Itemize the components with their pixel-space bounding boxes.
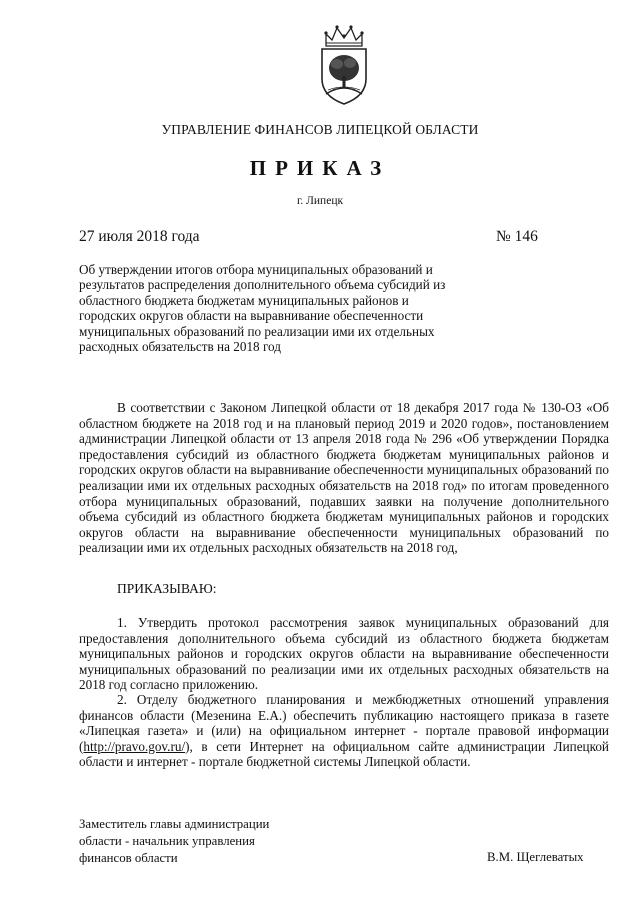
order-item-2-text-start: 2. Отделу бюджетного планирования и межбюджетных отношений управления финансов области (Мезенина Е.А.) обеспечить публикацию настоящего приказа в газете «Липецкая газета» и (или) на официальном интернет - портале правовой информации (	[79, 692, 609, 754]
lipetsk-coat-of-arms-icon	[318, 24, 370, 108]
order-item-2-text-end: ), в сети Интернет на официальном сайте администрации Липецкой области и интернет - портале бюджетной системы Липецкой области.	[79, 738, 609, 770]
signer-title-line: области - начальник управления	[79, 834, 255, 848]
organization-title: УПРАВЛЕНИЕ ФИНАНСОВ ЛИПЕЦКОЙ ОБЛАСТИ	[161, 122, 479, 137]
city-label: г. Липецк	[296, 195, 344, 207]
signer-title	[79, 816, 269, 867]
document-date: 27 июля 2018 года	[79, 228, 200, 245]
document-type-title: ПРИКАЗ	[249, 156, 391, 180]
order-item-2	[79, 692, 609, 770]
document-subject: Об утверждении итогов отбора муниципальных образований и результатов распределения дополнительного объема субсидий из областного бюджета бюджетам муниципальных районов и городских округов области на выравнивание обеспеченности муниципальных образований по реализации ими их отдельных расходных обязательств на 2018 год	[79, 262, 446, 355]
order-keyword: ПРИКАЗЫВАЮ:	[117, 581, 217, 596]
preamble-paragraph: В соответствии с Законом Липецкой области от 18 декабря 2017 года № 130-ОЗ «Об областном бюджете на 2018 год и на плановый период 2019 и 2020 годов», постановлением администрации Липецкой области от 13 апреля 2018 года № 296 «Об утверждении Порядка предоставления субсидий из областного бюджета бюджетам муниципальных районов и городских округов области на выравнивание обеспеченности муниципальных образований по реализации ими их отдельных расходных обязательств на 2018 год» по итогам проведенного отбора муниципальных образований, подавших заявки на получение дополнительного объема субсидий из областного бюджета бюджетам муниципальных районов и городских округов области на выравнивание обеспеченности муниципальных образований по реализации ими их отдельных расходных обязательств на 2018 год,	[79, 400, 609, 556]
order-item-1: 1. Утвердить протокол рассмотрения заявок муниципальных образований для предоставления дополнительного объема субсидий из областного бюджета бюджетам муниципальных районов и городских округов области на выравнивание обеспеченности муниципальных образований по реализации ими их отдельных расходных обязательств на 2018 год согласно приложению.	[79, 615, 609, 693]
signer-title-line: Заместитель главы администрации	[79, 817, 270, 831]
pravo-link[interactable]: http://pravo.gov.ru/	[83, 738, 186, 754]
signer-title-line: финансов области	[79, 851, 178, 865]
document-number: № 146	[496, 228, 538, 245]
signer-name: В.М. Щеглеватых	[487, 850, 584, 864]
